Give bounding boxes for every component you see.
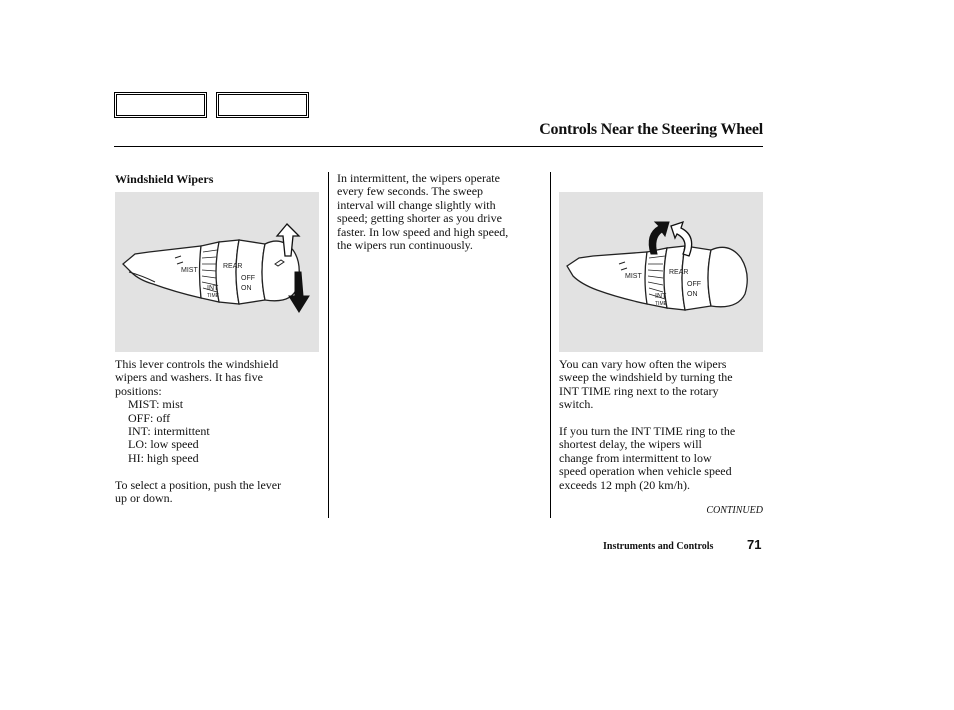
title-rule bbox=[114, 146, 763, 147]
page-number: 71 bbox=[747, 537, 762, 552]
footer-section-label: Instruments and Controls bbox=[603, 541, 714, 552]
label-rear-2: REAR bbox=[669, 269, 689, 276]
wiper-lever-figure bbox=[115, 192, 319, 352]
label-mist: MIST bbox=[181, 267, 198, 274]
label-int: INT bbox=[207, 285, 219, 292]
position-item: LO: low speed bbox=[128, 437, 199, 452]
text-line: shortest delay, the wipers will bbox=[559, 437, 702, 452]
label-off: OFF bbox=[241, 275, 255, 282]
position-item: MIST: mist bbox=[128, 397, 184, 412]
label-time: TIME bbox=[207, 293, 219, 299]
int-time-ring-illustration bbox=[559, 192, 763, 352]
text-line: You can vary how often the wipers bbox=[559, 357, 727, 371]
label-mist-2: MIST bbox=[625, 273, 642, 280]
label-on: ON bbox=[241, 285, 252, 292]
col2-text bbox=[337, 172, 508, 252]
text-line: interval will change slightly with bbox=[337, 197, 496, 212]
text-line: wipers and washers. It has five bbox=[115, 370, 263, 385]
col3-text bbox=[559, 358, 735, 492]
text-line: sweep the windshield by turning the bbox=[559, 370, 733, 385]
wiper-lever-illustration bbox=[115, 192, 319, 352]
text-line: INT TIME ring next to the rotary bbox=[559, 383, 719, 398]
text-line: This lever controls the windshield bbox=[115, 357, 279, 371]
label-int-2: INT bbox=[655, 293, 667, 300]
text-line: speed; getting shorter as you drive bbox=[337, 211, 502, 226]
text-line: In intermittent, the wipers operate bbox=[337, 171, 500, 185]
label-off-2: OFF bbox=[687, 281, 701, 288]
column-divider-2 bbox=[550, 172, 551, 518]
col1-text bbox=[115, 358, 281, 505]
page-title: Controls Near the Steering Wheel bbox=[539, 121, 763, 138]
column-divider-1 bbox=[328, 172, 329, 518]
text-line: faster. In low speed and high speed, bbox=[337, 224, 509, 239]
text-line: the wipers run continuously. bbox=[337, 238, 473, 253]
continued-label: CONTINUED bbox=[706, 505, 763, 516]
label-on-2: ON bbox=[687, 291, 698, 298]
int-time-ring-figure bbox=[559, 192, 763, 352]
text-line: positions: bbox=[115, 383, 162, 398]
label-time-2: TIME bbox=[655, 301, 667, 307]
header-tab-box-right bbox=[216, 92, 309, 118]
text-line: every few seconds. The sweep bbox=[337, 184, 484, 199]
text-line: switch. bbox=[559, 397, 594, 412]
text-line: If you turn the INT TIME ring to the bbox=[559, 424, 736, 439]
header-tab-box-left bbox=[114, 92, 207, 118]
label-rear: REAR bbox=[223, 263, 243, 270]
section-heading: Windshield Wipers bbox=[115, 172, 214, 186]
text-line: change from intermittent to low bbox=[559, 450, 712, 465]
text-line: up or down. bbox=[115, 491, 173, 506]
text-line: speed operation when vehicle speed bbox=[559, 464, 732, 479]
text-line: To select a position, push the lever bbox=[115, 477, 282, 492]
position-item: HI: high speed bbox=[128, 450, 199, 465]
position-item: OFF: off bbox=[128, 410, 171, 425]
position-item: INT: intermittent bbox=[128, 424, 210, 439]
text-line: exceeds 12 mph (20 km/h). bbox=[559, 477, 690, 492]
